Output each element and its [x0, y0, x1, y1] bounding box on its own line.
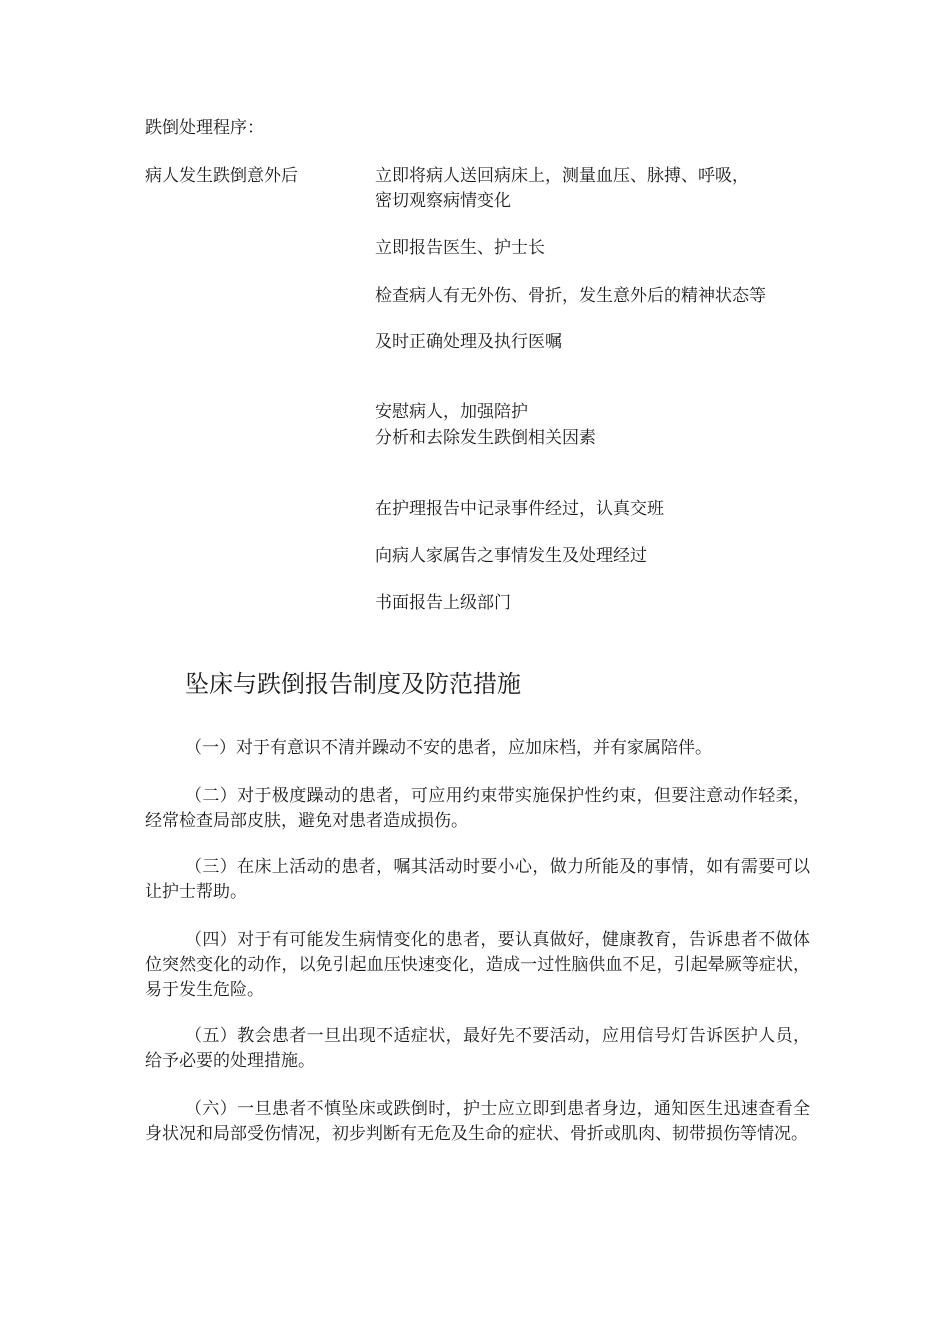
- procedure-trigger: 病人发生跌倒意外后: [145, 166, 298, 186]
- measure-paragraph-2: （二）对于极度躁动的患者，可应用约束带实施保护性约束，但要注意动作轻柔，经常检查局部皮肤，避免对患者造成损伤。: [145, 786, 810, 831]
- section-heading: 坠床与跌倒报告制度及防范措施: [185, 670, 521, 698]
- procedure-step-8: 向病人家属告之事情发生及处理经过: [375, 546, 647, 566]
- measure-paragraph-3: （三）在床上活动的患者，嘱其活动时要小心，做力所能及的事情，如有需要可以让护士帮助。: [145, 857, 810, 902]
- procedure-step-3: 检查病人有无外伤、骨折，发生意外后的精神状态等: [375, 286, 766, 306]
- measure-paragraph-6: （六）一旦患者不慎坠床或跌倒时，护士应立即到患者身边，通知医生迅速查看全身状况和局部受伤情况，初步判断有无危及生命的症状、骨折或肌肉、韧带损伤等情况。: [145, 1099, 810, 1144]
- procedure-step-6: 分析和去除发生跌倒相关因素: [375, 428, 596, 448]
- procedure-step-9: 书面报告上级部门: [375, 593, 511, 613]
- procedure-step-1a: 立即将病人送回病床上，测量血压、脉搏、呼吸，: [375, 166, 749, 186]
- procedure-title: 跌倒处理程序：: [145, 118, 264, 138]
- procedure-step-2: 立即报告医生、护士长: [375, 238, 545, 258]
- measure-paragraph-1: （一）对于有意识不清并躁动不安的患者，应加床档，并有家属陪伴。: [185, 738, 712, 758]
- procedure-step-1b: 密切观察病情变化: [375, 191, 511, 211]
- measure-paragraph-5: （五）教会患者一旦出现不适症状，最好先不要活动，应用信号灯告诉医护人员，给予必要的处理措施。: [145, 1026, 810, 1071]
- measure-paragraph-4: （四）对于有可能发生病情变化的患者，要认真做好，健康教育，告诉患者不做体位突然变化的动作，以免引起血压快速变化，造成一过性脑供血不足，引起晕厥等症状，易于发生危险。: [145, 930, 810, 1000]
- procedure-step-7: 在护理报告中记录事件经过，认真交班: [375, 499, 664, 519]
- procedure-step-5: 安慰病人，加强陪护: [375, 402, 528, 422]
- procedure-step-4: 及时正确处理及执行医嘱: [375, 332, 562, 352]
